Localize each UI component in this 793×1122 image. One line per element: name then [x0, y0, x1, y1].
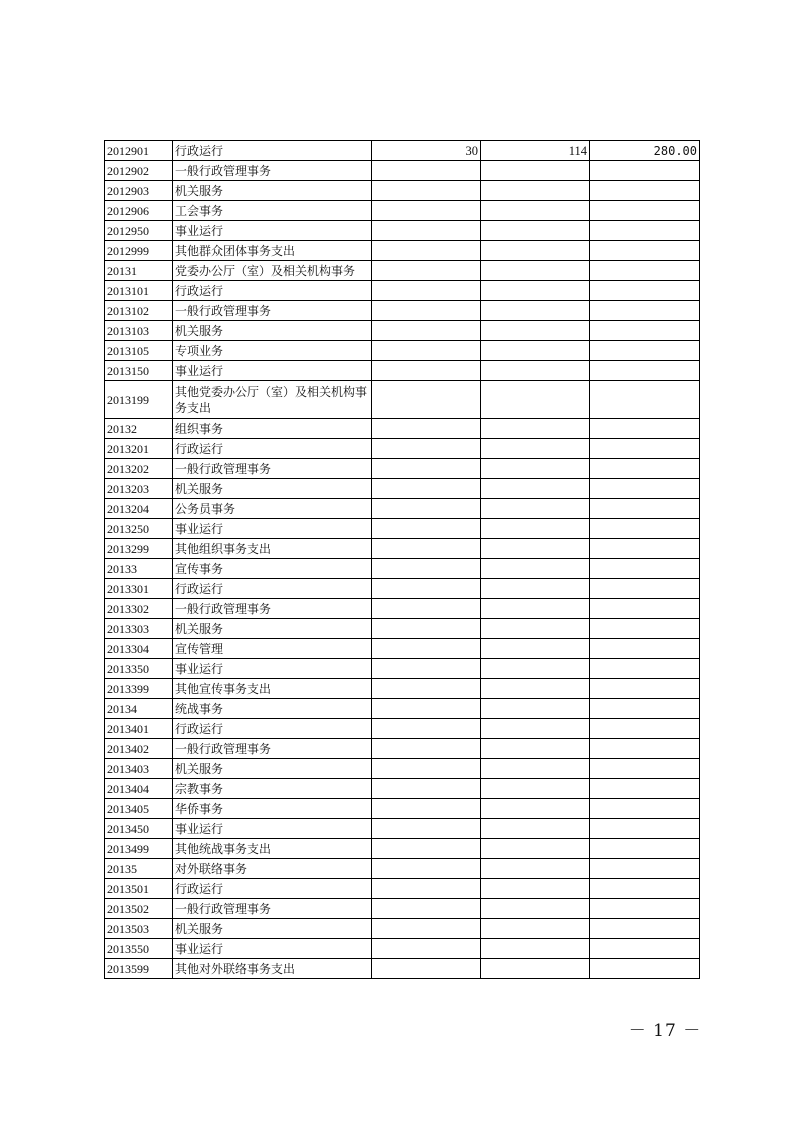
code-cell: 2012901: [105, 141, 173, 161]
code-cell: 2013403: [105, 759, 173, 779]
name-cell: 行政运行: [173, 579, 372, 599]
name-cell: 其他组织事务支出: [173, 539, 372, 559]
value-cell-2: [481, 719, 590, 739]
table-row: [105, 959, 700, 979]
table-row: [105, 459, 700, 479]
code-cell: 2013103: [105, 321, 173, 341]
name-cell: 公务员事务: [173, 499, 372, 519]
value-cell-2: [481, 779, 590, 799]
value-cell-2: [481, 539, 590, 559]
name-cell: 机关服务: [173, 919, 372, 939]
table-row: [105, 759, 700, 779]
code-cell: 2013302: [105, 599, 173, 619]
name-cell: 对外联络事务: [173, 859, 372, 879]
value-cell-3: [590, 361, 700, 381]
value-cell-3: [590, 859, 700, 879]
value-cell-1: [372, 639, 481, 659]
value-cell-3: [590, 221, 700, 241]
value-cell-3: [590, 301, 700, 321]
value-cell-3: [590, 419, 700, 439]
value-cell-1: [372, 499, 481, 519]
value-cell-3: [590, 201, 700, 221]
value-cell-2: [481, 181, 590, 201]
table-row: [105, 859, 700, 879]
name-cell: 其他党委办公厅（室）及相关机构事务支出: [173, 381, 372, 419]
code-cell: 2013150: [105, 361, 173, 381]
value-cell-2: [481, 579, 590, 599]
value-cell-1: [372, 381, 481, 419]
value-cell-2: [481, 281, 590, 301]
name-cell: 宣传事务: [173, 559, 372, 579]
table-row: [105, 301, 700, 321]
table-row: [105, 719, 700, 739]
name-cell: 机关服务: [173, 181, 372, 201]
value-cell-2: [481, 301, 590, 321]
code-cell: 2013350: [105, 659, 173, 679]
name-cell: 其他宣传事务支出: [173, 679, 372, 699]
value-cell-3: [590, 619, 700, 639]
table-row: [105, 161, 700, 181]
value-cell-3: [590, 959, 700, 979]
value-cell-1: [372, 479, 481, 499]
code-cell: 2013404: [105, 779, 173, 799]
value-cell-1: [372, 719, 481, 739]
table-row: [105, 919, 700, 939]
value-cell-2: [481, 381, 590, 419]
code-cell: 2013250: [105, 519, 173, 539]
value-cell-2: [481, 361, 590, 381]
value-cell-3: [590, 161, 700, 181]
value-cell-1: [372, 459, 481, 479]
value-cell-3: [590, 599, 700, 619]
value-cell-3: [590, 839, 700, 859]
code-cell: 2013303: [105, 619, 173, 639]
name-cell: 机关服务: [173, 619, 372, 639]
value-cell-1: [372, 519, 481, 539]
table-row: [105, 261, 700, 281]
table-row: [105, 361, 700, 381]
code-cell: 20135: [105, 859, 173, 879]
value-cell-3: [590, 381, 700, 419]
value-cell-3: [590, 539, 700, 559]
table-row: [105, 499, 700, 519]
value-cell-1: [372, 321, 481, 341]
value-cell-2: [481, 419, 590, 439]
code-cell: 2012902: [105, 161, 173, 181]
table-row: [105, 739, 700, 759]
value-cell-2: [481, 619, 590, 639]
code-cell: 2012903: [105, 181, 173, 201]
table-row: [105, 819, 700, 839]
name-cell: 其他群众团体事务支出: [173, 241, 372, 261]
value-cell-2: [481, 899, 590, 919]
value-cell-1: [372, 201, 481, 221]
value-cell-3: [590, 739, 700, 759]
value-cell-2: [481, 599, 590, 619]
name-cell: 机关服务: [173, 479, 372, 499]
table-row: [105, 619, 700, 639]
value-cell-2: [481, 499, 590, 519]
table-row: [105, 779, 700, 799]
value-cell-2: [481, 519, 590, 539]
value-cell-1: [372, 439, 481, 459]
value-cell-3: [590, 779, 700, 799]
value-cell-2: [481, 241, 590, 261]
page-number: － 17 －: [628, 1021, 702, 1041]
value-cell-3: [590, 579, 700, 599]
code-cell: 2013550: [105, 939, 173, 959]
value-cell-1: [372, 619, 481, 639]
value-cell-2: [481, 679, 590, 699]
name-cell: 机关服务: [173, 759, 372, 779]
name-cell: 事业运行: [173, 361, 372, 381]
value-cell-2: [481, 879, 590, 899]
table-row: [105, 201, 700, 221]
value-cell-1: [372, 759, 481, 779]
value-cell-3: [590, 321, 700, 341]
value-cell-3: [590, 759, 700, 779]
value-cell-1: [372, 879, 481, 899]
table-row: [105, 679, 700, 699]
value-cell-2: [481, 261, 590, 281]
table-row: [105, 419, 700, 439]
name-cell: 宣传管理: [173, 639, 372, 659]
table-row: [105, 221, 700, 241]
value-cell-1: [372, 659, 481, 679]
table-row: [105, 281, 700, 301]
code-cell: 2013202: [105, 459, 173, 479]
name-cell: 华侨事务: [173, 799, 372, 819]
code-cell: 2013501: [105, 879, 173, 899]
value-cell-2: [481, 839, 590, 859]
name-cell: 事业运行: [173, 659, 372, 679]
table-body: [105, 141, 700, 979]
table-row: [105, 321, 700, 341]
value-cell-2: [481, 939, 590, 959]
value-cell-1: [372, 281, 481, 301]
value-cell-1: [372, 779, 481, 799]
name-cell: 专项业务: [173, 341, 372, 361]
name-cell: 党委办公厅（室）及相关机构事务: [173, 261, 372, 281]
value-cell-3: [590, 819, 700, 839]
name-cell: 行政运行: [173, 879, 372, 899]
code-cell: 2013299: [105, 539, 173, 559]
value-cell-1: [372, 699, 481, 719]
value-cell-1: [372, 361, 481, 381]
code-cell: 2013101: [105, 281, 173, 301]
table-row: [105, 799, 700, 819]
name-cell: 宗教事务: [173, 779, 372, 799]
value-cell-2: [481, 321, 590, 341]
value-cell-3: [590, 659, 700, 679]
value-cell-1: [372, 341, 481, 361]
value-cell-1: [372, 301, 481, 321]
value-cell-3: [590, 939, 700, 959]
name-cell: 统战事务: [173, 699, 372, 719]
value-cell-1: [372, 959, 481, 979]
budget-table: [104, 140, 700, 979]
code-cell: 2013502: [105, 899, 173, 919]
value-cell-3: [590, 261, 700, 281]
code-cell: 2013304: [105, 639, 173, 659]
table-row: [105, 699, 700, 719]
code-cell: 2013499: [105, 839, 173, 859]
value-cell-3: [590, 559, 700, 579]
value-cell-3: [590, 241, 700, 261]
code-cell: 2013599: [105, 959, 173, 979]
table-row: [105, 639, 700, 659]
name-cell: 行政运行: [173, 141, 372, 161]
value-cell-2: [481, 341, 590, 361]
code-cell: 2013401: [105, 719, 173, 739]
value-cell-1: [372, 161, 481, 181]
value-cell-1: [372, 181, 481, 201]
value-cell-2: [481, 479, 590, 499]
code-cell: 2013402: [105, 739, 173, 759]
name-cell: 行政运行: [173, 719, 372, 739]
code-cell: 20133: [105, 559, 173, 579]
code-cell: 2013199: [105, 381, 173, 419]
name-cell: 事业运行: [173, 519, 372, 539]
value-cell-3: [590, 439, 700, 459]
value-cell-1: [372, 859, 481, 879]
value-cell-1: [372, 419, 481, 439]
code-cell: 20134: [105, 699, 173, 719]
table-row: [105, 659, 700, 679]
value-cell-3: [590, 719, 700, 739]
value-cell-1: [372, 679, 481, 699]
name-cell: 一般行政管理事务: [173, 599, 372, 619]
table-row: [105, 879, 700, 899]
code-cell: 20131: [105, 261, 173, 281]
code-cell: 2013399: [105, 679, 173, 699]
name-cell: 一般行政管理事务: [173, 161, 372, 181]
code-cell: 2012906: [105, 201, 173, 221]
table-row: [105, 899, 700, 919]
value-cell-1: [372, 559, 481, 579]
code-cell: 2013203: [105, 479, 173, 499]
name-cell: 一般行政管理事务: [173, 459, 372, 479]
table-row: [105, 181, 700, 201]
name-cell: 一般行政管理事务: [173, 739, 372, 759]
name-cell: 其他对外联络事务支出: [173, 959, 372, 979]
value-cell-1: [372, 939, 481, 959]
table-row: [105, 519, 700, 539]
value-cell-3: [590, 519, 700, 539]
code-cell: 2013503: [105, 919, 173, 939]
table-row: [105, 241, 700, 261]
name-cell: 事业运行: [173, 221, 372, 241]
value-cell-2: [481, 161, 590, 181]
code-cell: 2013405: [105, 799, 173, 819]
value-cell-2: 114: [481, 141, 590, 161]
value-cell-1: [372, 261, 481, 281]
name-cell: 事业运行: [173, 819, 372, 839]
value-cell-1: [372, 739, 481, 759]
value-cell-3: [590, 679, 700, 699]
value-cell-2: [481, 201, 590, 221]
value-cell-3: 280.00: [590, 141, 700, 161]
value-cell-3: [590, 919, 700, 939]
value-cell-3: [590, 479, 700, 499]
value-cell-3: [590, 699, 700, 719]
value-cell-2: [481, 459, 590, 479]
value-cell-3: [590, 799, 700, 819]
table-row: [105, 539, 700, 559]
value-cell-2: [481, 439, 590, 459]
value-cell-3: [590, 181, 700, 201]
value-cell-3: [590, 639, 700, 659]
table-row: [105, 381, 700, 419]
value-cell-2: [481, 659, 590, 679]
code-cell: 2012950: [105, 221, 173, 241]
value-cell-1: [372, 819, 481, 839]
value-cell-1: [372, 899, 481, 919]
value-cell-2: [481, 699, 590, 719]
name-cell: 机关服务: [173, 321, 372, 341]
value-cell-2: [481, 639, 590, 659]
name-cell: 事业运行: [173, 939, 372, 959]
name-cell: 行政运行: [173, 281, 372, 301]
table-row: [105, 341, 700, 361]
value-cell-2: [481, 859, 590, 879]
name-cell: 工会事务: [173, 201, 372, 221]
value-cell-2: [481, 739, 590, 759]
value-cell-2: [481, 959, 590, 979]
table-row: [105, 839, 700, 859]
value-cell-1: [372, 221, 481, 241]
table-row: [105, 439, 700, 459]
code-cell: 2013204: [105, 499, 173, 519]
value-cell-2: [481, 819, 590, 839]
code-cell: 2013105: [105, 341, 173, 361]
value-cell-2: [481, 919, 590, 939]
value-cell-1: 30: [372, 141, 481, 161]
value-cell-3: [590, 281, 700, 301]
name-cell: 一般行政管理事务: [173, 899, 372, 919]
value-cell-1: [372, 799, 481, 819]
value-cell-2: [481, 759, 590, 779]
table-row: [105, 579, 700, 599]
value-cell-1: [372, 599, 481, 619]
code-cell: 2013201: [105, 439, 173, 459]
name-cell: 行政运行: [173, 439, 372, 459]
code-cell: 2013301: [105, 579, 173, 599]
value-cell-3: [590, 499, 700, 519]
table-row: [105, 599, 700, 619]
table-row: [105, 141, 700, 161]
code-cell: 2013450: [105, 819, 173, 839]
value-cell-1: [372, 579, 481, 599]
value-cell-1: [372, 919, 481, 939]
name-cell: 一般行政管理事务: [173, 301, 372, 321]
value-cell-3: [590, 459, 700, 479]
code-cell: 2013102: [105, 301, 173, 321]
value-cell-3: [590, 899, 700, 919]
table-row: [105, 559, 700, 579]
value-cell-2: [481, 221, 590, 241]
name-cell: 其他统战事务支出: [173, 839, 372, 859]
code-cell: 2012999: [105, 241, 173, 261]
value-cell-1: [372, 241, 481, 261]
value-cell-3: [590, 879, 700, 899]
table-row: [105, 479, 700, 499]
value-cell-3: [590, 341, 700, 361]
code-cell: 20132: [105, 419, 173, 439]
name-cell: 组织事务: [173, 419, 372, 439]
value-cell-1: [372, 539, 481, 559]
value-cell-1: [372, 839, 481, 859]
value-cell-2: [481, 799, 590, 819]
value-cell-2: [481, 559, 590, 579]
table-row: [105, 939, 700, 959]
